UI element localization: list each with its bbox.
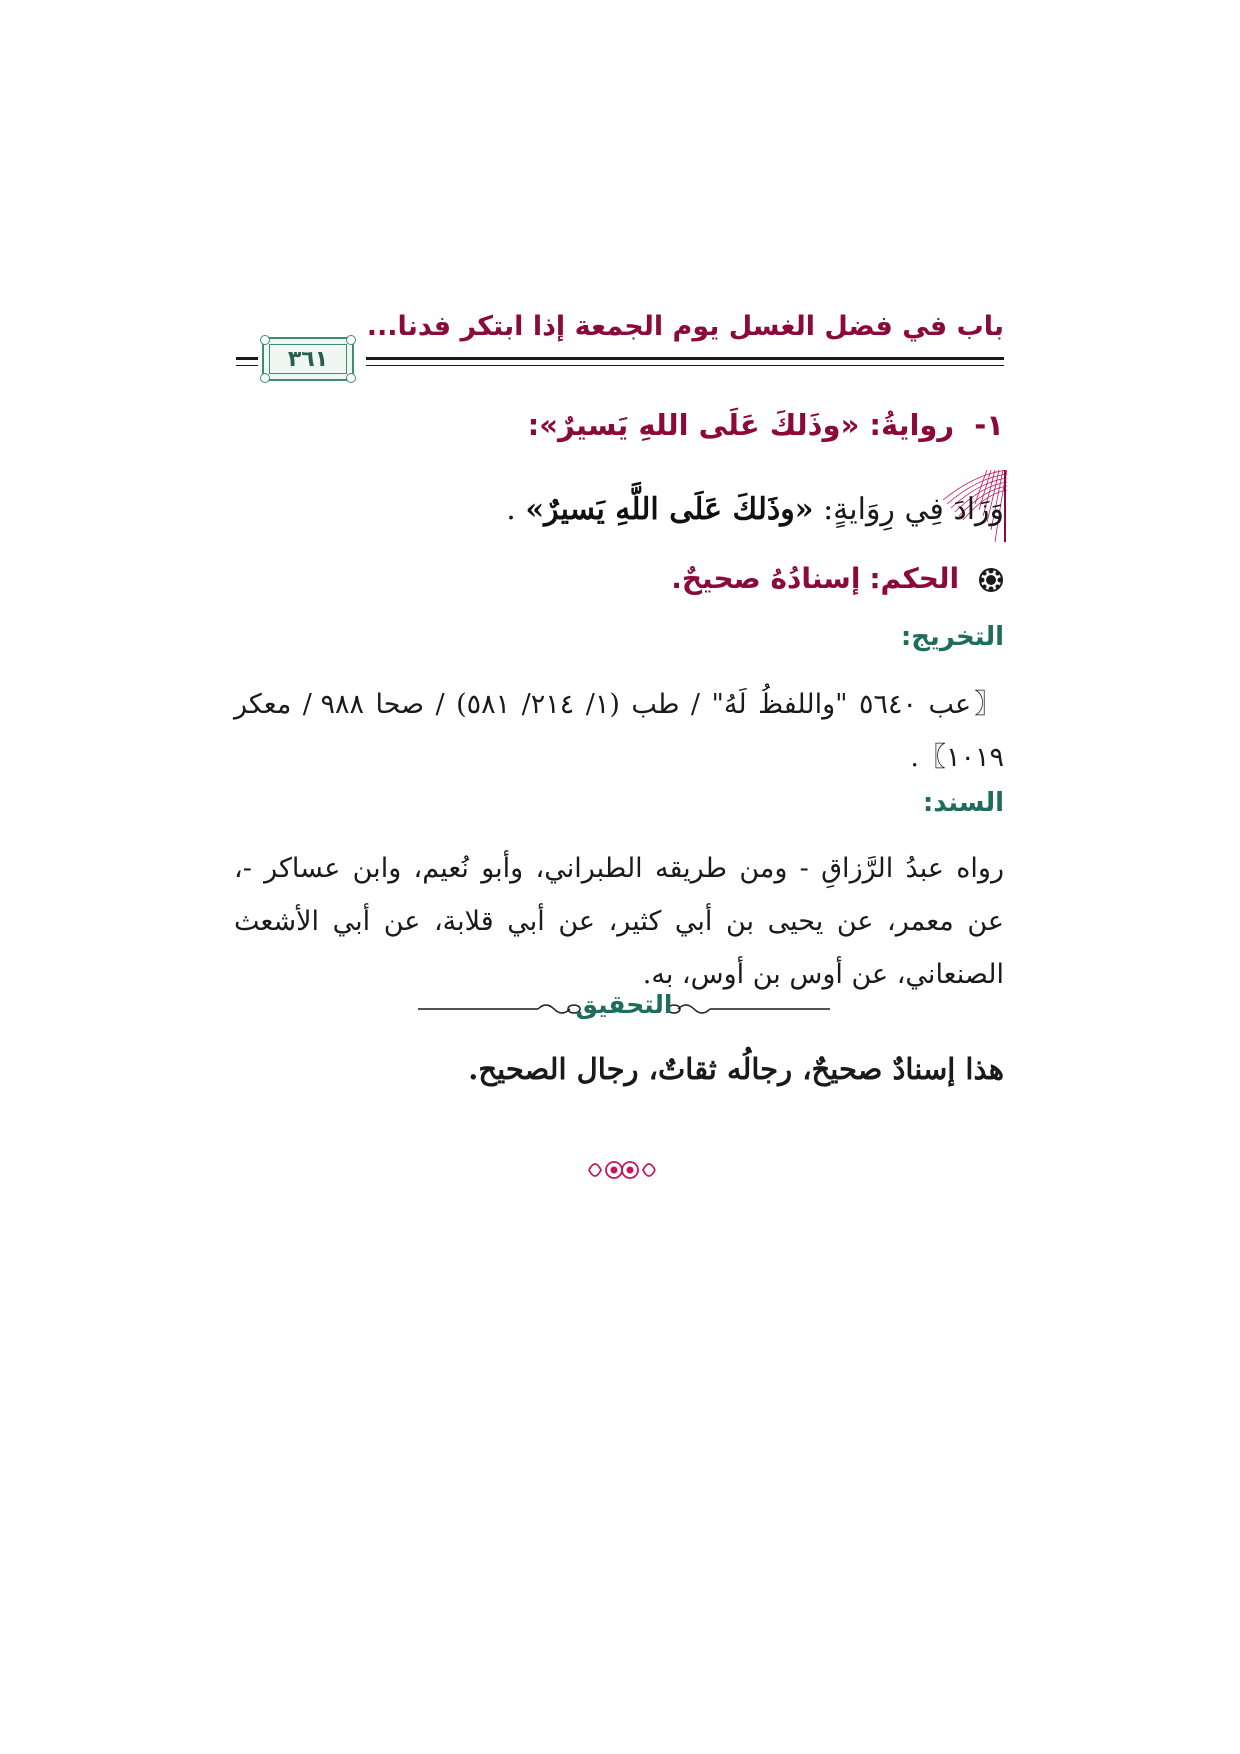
ruling-line <box>671 562 1004 595</box>
sanad-heading: السند: <box>922 788 1004 818</box>
header-rule-right-thin <box>366 365 1004 366</box>
frame-corner-ornament <box>260 373 270 383</box>
frame-corner-ornament <box>260 335 270 345</box>
header-rule-left-thin <box>236 365 258 366</box>
header-rule-left <box>236 357 258 360</box>
narration-lead: وَزَادَ فِي رِوَايةٍ: <box>823 492 1004 527</box>
tahqiq-divider <box>418 990 830 1024</box>
narration-quote: «وذَلكَ عَلَى اللَّهِ يَسيرٌ» <box>525 492 814 527</box>
frame-corner-ornament <box>346 335 356 345</box>
running-header-title: باب في فضل الغسل يوم الجمعة إذا ابتكر فدنا... <box>366 311 1004 342</box>
section-number: ١- <box>974 408 1004 442</box>
takhrij-heading: التخريج: <box>900 622 1004 652</box>
section-heading-text: روايةُ: «وذَلكَ عَلَى اللهِ يَسيرٌ»: <box>527 408 955 442</box>
sanad-text: رواه عبدُ الرَّزاقِ - ومن طريقه الطبراني، وأبو نُعيم، وابن عساكر -، عن معمر، عن يحيى بن أبي كثير، عن أبي قلابة، عن أبي الأشعث الصنعاني، عن أوس بن أوس، به. <box>234 853 1004 990</box>
header-rule-right <box>366 357 1004 360</box>
narration-end: . <box>506 492 516 527</box>
page-number: ٣٦١ <box>287 347 329 372</box>
ruling-value: إسنادُهُ صحيحٌ. <box>671 562 861 595</box>
ruling-label: الحكم: <box>869 562 960 595</box>
additional-narration <box>506 492 1004 527</box>
tahqiq-label: التحقيق <box>575 990 673 1019</box>
end-ornament-icon <box>587 1153 657 1187</box>
takhrij-text: 〖عب ٥٦٤٠ "واللفظُ لَهُ" / طب (١/ ٢١٤/ ٥٨١) / صحا ٩٨٨ / معكر ١٠١٩〗. <box>234 689 1004 773</box>
section-heading <box>528 408 1004 442</box>
flower-icon <box>978 567 1004 593</box>
frame-corner-ornament <box>346 373 356 383</box>
tahqiq-conclusion: هذا إسنادٌ صحيحٌ، رجالُه ثقاتٌ، رجال الصحيح. <box>468 1052 1004 1086</box>
page-number-frame <box>262 337 354 381</box>
